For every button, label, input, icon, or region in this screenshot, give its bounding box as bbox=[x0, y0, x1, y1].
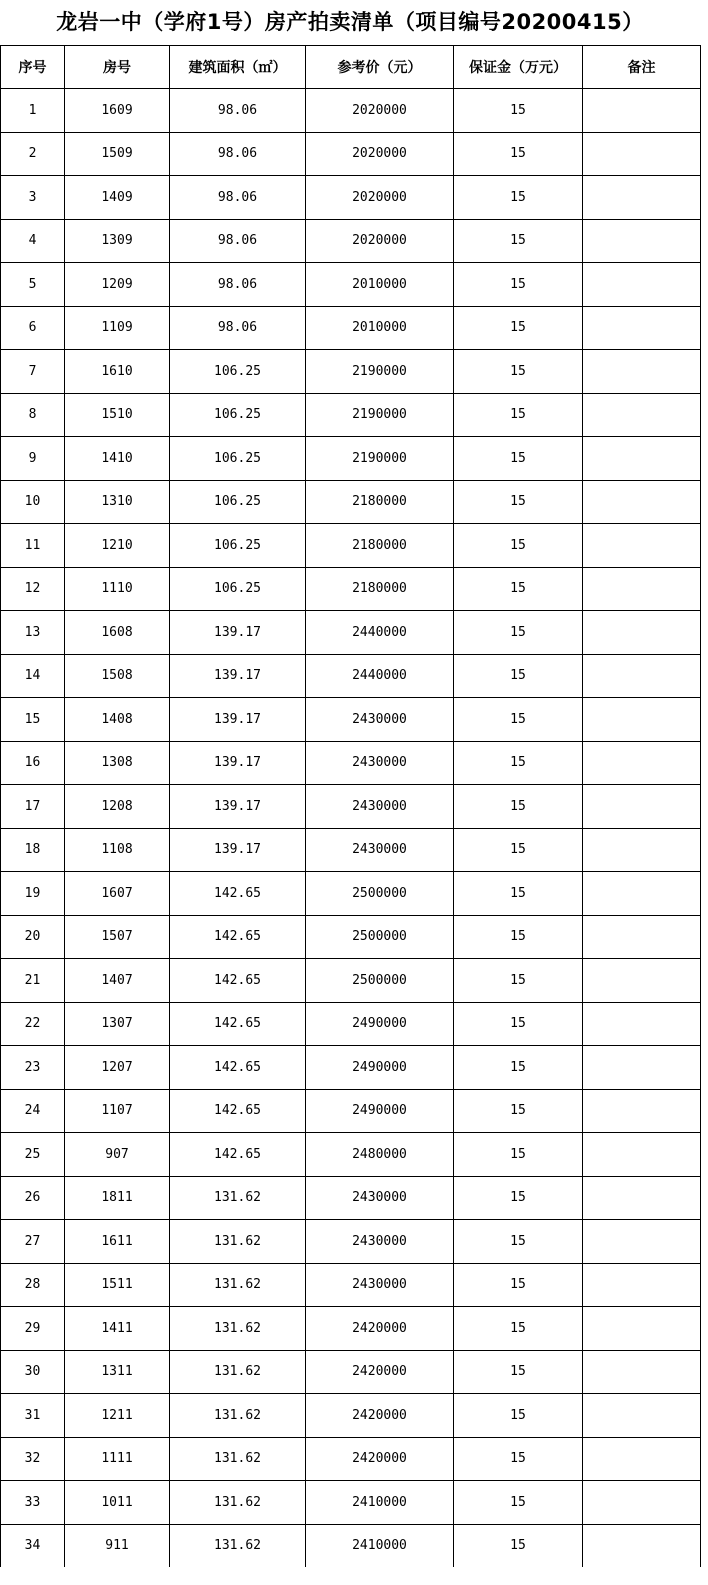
cell-serial: 22 bbox=[1, 1002, 65, 1046]
cell-room-number: 1011 bbox=[65, 1481, 170, 1525]
table-row bbox=[1, 959, 701, 1003]
cell-deposit: 15 bbox=[454, 567, 583, 611]
table-row bbox=[1, 1481, 701, 1525]
cell-room-number: 1207 bbox=[65, 1046, 170, 1090]
header-remarks: 备注 bbox=[583, 46, 701, 89]
cell-deposit: 15 bbox=[454, 915, 583, 959]
cell-remarks bbox=[583, 263, 701, 307]
cell-reference-price: 2020000 bbox=[306, 176, 454, 220]
cell-room-number: 1511 bbox=[65, 1263, 170, 1307]
cell-room-number: 1208 bbox=[65, 785, 170, 829]
table-row bbox=[1, 263, 701, 307]
cell-reference-price: 2020000 bbox=[306, 219, 454, 263]
cell-serial: 29 bbox=[1, 1307, 65, 1351]
cell-remarks bbox=[583, 698, 701, 742]
table-row bbox=[1, 1437, 701, 1481]
table-row bbox=[1, 567, 701, 611]
cell-serial: 2 bbox=[1, 132, 65, 176]
cell-reference-price: 2430000 bbox=[306, 741, 454, 785]
cell-room-number: 1609 bbox=[65, 89, 170, 133]
cell-reference-price: 2440000 bbox=[306, 654, 454, 698]
cell-floor-area: 98.06 bbox=[170, 263, 306, 307]
cell-serial: 12 bbox=[1, 567, 65, 611]
cell-room-number: 1811 bbox=[65, 1176, 170, 1220]
cell-deposit: 15 bbox=[454, 698, 583, 742]
header-row bbox=[1, 46, 701, 89]
table-row bbox=[1, 132, 701, 176]
cell-floor-area: 131.62 bbox=[170, 1176, 306, 1220]
cell-room-number: 1110 bbox=[65, 567, 170, 611]
cell-serial: 18 bbox=[1, 828, 65, 872]
cell-deposit: 15 bbox=[454, 437, 583, 481]
cell-reference-price: 2490000 bbox=[306, 1089, 454, 1133]
cell-deposit: 15 bbox=[454, 611, 583, 655]
cell-deposit: 15 bbox=[454, 263, 583, 307]
cell-room-number: 1508 bbox=[65, 654, 170, 698]
cell-remarks bbox=[583, 1437, 701, 1481]
cell-room-number: 1311 bbox=[65, 1350, 170, 1394]
cell-deposit: 15 bbox=[454, 480, 583, 524]
table-row bbox=[1, 1307, 701, 1351]
cell-reference-price: 2020000 bbox=[306, 132, 454, 176]
table-row bbox=[1, 1350, 701, 1394]
cell-room-number: 1608 bbox=[65, 611, 170, 655]
cell-floor-area: 139.17 bbox=[170, 785, 306, 829]
cell-room-number: 1411 bbox=[65, 1307, 170, 1351]
cell-deposit: 15 bbox=[454, 132, 583, 176]
cell-remarks bbox=[583, 567, 701, 611]
cell-deposit: 15 bbox=[454, 1002, 583, 1046]
cell-floor-area: 98.06 bbox=[170, 132, 306, 176]
cell-remarks bbox=[583, 1350, 701, 1394]
cell-remarks bbox=[583, 1481, 701, 1525]
header-serial: 序号 bbox=[1, 46, 65, 89]
cell-serial: 27 bbox=[1, 1220, 65, 1264]
cell-serial: 13 bbox=[1, 611, 65, 655]
cell-reference-price: 2420000 bbox=[306, 1307, 454, 1351]
table-row bbox=[1, 219, 701, 263]
cell-reference-price: 2180000 bbox=[306, 480, 454, 524]
cell-deposit: 15 bbox=[454, 1046, 583, 1090]
table-row bbox=[1, 176, 701, 220]
cell-floor-area: 139.17 bbox=[170, 654, 306, 698]
cell-reference-price: 2190000 bbox=[306, 350, 454, 394]
cell-reference-price: 2410000 bbox=[306, 1524, 454, 1567]
cell-serial: 19 bbox=[1, 872, 65, 916]
cell-remarks bbox=[583, 437, 701, 481]
cell-floor-area: 139.17 bbox=[170, 741, 306, 785]
cell-room-number: 1309 bbox=[65, 219, 170, 263]
cell-floor-area: 106.25 bbox=[170, 393, 306, 437]
cell-reference-price: 2490000 bbox=[306, 1002, 454, 1046]
cell-floor-area: 139.17 bbox=[170, 698, 306, 742]
cell-remarks bbox=[583, 1524, 701, 1567]
cell-serial: 30 bbox=[1, 1350, 65, 1394]
cell-serial: 20 bbox=[1, 915, 65, 959]
cell-serial: 10 bbox=[1, 480, 65, 524]
cell-serial: 1 bbox=[1, 89, 65, 133]
header-deposit: 保证金（万元） bbox=[454, 46, 583, 89]
cell-room-number: 1407 bbox=[65, 959, 170, 1003]
cell-deposit: 15 bbox=[454, 1350, 583, 1394]
cell-serial: 24 bbox=[1, 1089, 65, 1133]
cell-remarks bbox=[583, 611, 701, 655]
cell-floor-area: 142.65 bbox=[170, 915, 306, 959]
cell-room-number: 1310 bbox=[65, 480, 170, 524]
cell-remarks bbox=[583, 1046, 701, 1090]
cell-floor-area: 131.62 bbox=[170, 1350, 306, 1394]
cell-remarks bbox=[583, 1176, 701, 1220]
cell-floor-area: 142.65 bbox=[170, 872, 306, 916]
table-row bbox=[1, 1394, 701, 1438]
cell-floor-area: 142.65 bbox=[170, 959, 306, 1003]
cell-remarks bbox=[583, 132, 701, 176]
cell-serial: 9 bbox=[1, 437, 65, 481]
cell-deposit: 15 bbox=[454, 1220, 583, 1264]
table-row bbox=[1, 872, 701, 916]
cell-deposit: 15 bbox=[454, 1263, 583, 1307]
header-room-number: 房号 bbox=[65, 46, 170, 89]
cell-remarks bbox=[583, 306, 701, 350]
cell-room-number: 907 bbox=[65, 1133, 170, 1177]
cell-remarks bbox=[583, 1263, 701, 1307]
table-row bbox=[1, 393, 701, 437]
cell-room-number: 1210 bbox=[65, 524, 170, 568]
cell-floor-area: 98.06 bbox=[170, 219, 306, 263]
cell-floor-area: 142.65 bbox=[170, 1046, 306, 1090]
cell-remarks bbox=[583, 915, 701, 959]
cell-room-number: 1410 bbox=[65, 437, 170, 481]
cell-deposit: 15 bbox=[454, 1481, 583, 1525]
cell-serial: 33 bbox=[1, 1481, 65, 1525]
cell-deposit: 15 bbox=[454, 872, 583, 916]
cell-reference-price: 2500000 bbox=[306, 959, 454, 1003]
cell-floor-area: 131.62 bbox=[170, 1220, 306, 1264]
table-row bbox=[1, 1002, 701, 1046]
cell-floor-area: 142.65 bbox=[170, 1089, 306, 1133]
cell-floor-area: 98.06 bbox=[170, 306, 306, 350]
cell-floor-area: 98.06 bbox=[170, 176, 306, 220]
cell-remarks bbox=[583, 176, 701, 220]
cell-floor-area: 139.17 bbox=[170, 828, 306, 872]
cell-room-number: 1209 bbox=[65, 263, 170, 307]
cell-deposit: 15 bbox=[454, 89, 583, 133]
cell-remarks bbox=[583, 524, 701, 568]
cell-reference-price: 2410000 bbox=[306, 1481, 454, 1525]
table-row bbox=[1, 1263, 701, 1307]
cell-reference-price: 2500000 bbox=[306, 872, 454, 916]
cell-deposit: 15 bbox=[454, 1394, 583, 1438]
cell-serial: 31 bbox=[1, 1394, 65, 1438]
cell-room-number: 1507 bbox=[65, 915, 170, 959]
table-row bbox=[1, 1220, 701, 1264]
cell-floor-area: 131.62 bbox=[170, 1394, 306, 1438]
cell-deposit: 15 bbox=[454, 524, 583, 568]
cell-reference-price: 2180000 bbox=[306, 524, 454, 568]
cell-remarks bbox=[583, 785, 701, 829]
cell-reference-price: 2480000 bbox=[306, 1133, 454, 1177]
cell-room-number: 1211 bbox=[65, 1394, 170, 1438]
cell-serial: 6 bbox=[1, 306, 65, 350]
cell-deposit: 15 bbox=[454, 741, 583, 785]
cell-room-number: 1308 bbox=[65, 741, 170, 785]
cell-serial: 25 bbox=[1, 1133, 65, 1177]
cell-deposit: 15 bbox=[454, 306, 583, 350]
cell-floor-area: 142.65 bbox=[170, 1133, 306, 1177]
cell-reference-price: 2190000 bbox=[306, 437, 454, 481]
cell-serial: 3 bbox=[1, 176, 65, 220]
table-row bbox=[1, 480, 701, 524]
cell-remarks bbox=[583, 1220, 701, 1264]
page-title: 龙岩一中（学府1号）房产拍卖清单（项目编号20200415） bbox=[56, 10, 644, 34]
cell-deposit: 15 bbox=[454, 1133, 583, 1177]
cell-reference-price: 2490000 bbox=[306, 1046, 454, 1090]
cell-reference-price: 2430000 bbox=[306, 1176, 454, 1220]
table-row bbox=[1, 1133, 701, 1177]
table-row bbox=[1, 350, 701, 394]
table-row bbox=[1, 741, 701, 785]
cell-floor-area: 131.62 bbox=[170, 1437, 306, 1481]
cell-deposit: 15 bbox=[454, 1089, 583, 1133]
table-row bbox=[1, 1046, 701, 1090]
auction-table bbox=[0, 45, 701, 1567]
cell-remarks bbox=[583, 1002, 701, 1046]
cell-room-number: 1509 bbox=[65, 132, 170, 176]
cell-deposit: 15 bbox=[454, 654, 583, 698]
cell-remarks bbox=[583, 1394, 701, 1438]
cell-floor-area: 106.25 bbox=[170, 567, 306, 611]
cell-reference-price: 2420000 bbox=[306, 1394, 454, 1438]
cell-floor-area: 131.62 bbox=[170, 1307, 306, 1351]
cell-serial: 28 bbox=[1, 1263, 65, 1307]
cell-room-number: 1107 bbox=[65, 1089, 170, 1133]
cell-serial: 11 bbox=[1, 524, 65, 568]
cell-room-number: 1408 bbox=[65, 698, 170, 742]
cell-reference-price: 2010000 bbox=[306, 263, 454, 307]
cell-deposit: 15 bbox=[454, 219, 583, 263]
cell-reference-price: 2430000 bbox=[306, 828, 454, 872]
cell-floor-area: 98.06 bbox=[170, 89, 306, 133]
cell-room-number: 1307 bbox=[65, 1002, 170, 1046]
cell-serial: 17 bbox=[1, 785, 65, 829]
cell-room-number: 1611 bbox=[65, 1220, 170, 1264]
table-row bbox=[1, 524, 701, 568]
cell-reference-price: 2180000 bbox=[306, 567, 454, 611]
cell-remarks bbox=[583, 480, 701, 524]
cell-floor-area: 106.25 bbox=[170, 524, 306, 568]
table-body bbox=[1, 89, 701, 1568]
cell-serial: 21 bbox=[1, 959, 65, 1003]
table-row bbox=[1, 1176, 701, 1220]
cell-serial: 7 bbox=[1, 350, 65, 394]
cell-reference-price: 2440000 bbox=[306, 611, 454, 655]
cell-room-number: 911 bbox=[65, 1524, 170, 1567]
cell-deposit: 15 bbox=[454, 1524, 583, 1567]
table-row bbox=[1, 611, 701, 655]
table-row bbox=[1, 1089, 701, 1133]
cell-deposit: 15 bbox=[454, 1437, 583, 1481]
cell-room-number: 1109 bbox=[65, 306, 170, 350]
cell-deposit: 15 bbox=[454, 1176, 583, 1220]
cell-floor-area: 106.25 bbox=[170, 437, 306, 481]
table-row bbox=[1, 698, 701, 742]
cell-remarks bbox=[583, 828, 701, 872]
cell-deposit: 15 bbox=[454, 828, 583, 872]
cell-serial: 26 bbox=[1, 1176, 65, 1220]
cell-floor-area: 106.25 bbox=[170, 350, 306, 394]
cell-serial: 32 bbox=[1, 1437, 65, 1481]
cell-room-number: 1607 bbox=[65, 872, 170, 916]
cell-room-number: 1111 bbox=[65, 1437, 170, 1481]
cell-remarks bbox=[583, 1307, 701, 1351]
cell-reference-price: 2420000 bbox=[306, 1350, 454, 1394]
cell-serial: 14 bbox=[1, 654, 65, 698]
cell-remarks bbox=[583, 393, 701, 437]
cell-remarks bbox=[583, 654, 701, 698]
cell-room-number: 1108 bbox=[65, 828, 170, 872]
cell-remarks bbox=[583, 1133, 701, 1177]
cell-floor-area: 131.62 bbox=[170, 1263, 306, 1307]
table-row bbox=[1, 654, 701, 698]
cell-remarks bbox=[583, 741, 701, 785]
cell-remarks bbox=[583, 872, 701, 916]
cell-room-number: 1409 bbox=[65, 176, 170, 220]
table-row bbox=[1, 437, 701, 481]
cell-room-number: 1610 bbox=[65, 350, 170, 394]
table-row bbox=[1, 1524, 701, 1567]
table-row bbox=[1, 785, 701, 829]
cell-remarks bbox=[583, 1089, 701, 1133]
cell-reference-price: 2430000 bbox=[306, 1220, 454, 1264]
cell-reference-price: 2500000 bbox=[306, 915, 454, 959]
table-row bbox=[1, 915, 701, 959]
cell-floor-area: 106.25 bbox=[170, 480, 306, 524]
cell-reference-price: 2430000 bbox=[306, 698, 454, 742]
cell-reference-price: 2420000 bbox=[306, 1437, 454, 1481]
cell-serial: 16 bbox=[1, 741, 65, 785]
cell-remarks bbox=[583, 89, 701, 133]
cell-floor-area: 131.62 bbox=[170, 1524, 306, 1567]
cell-deposit: 15 bbox=[454, 1307, 583, 1351]
header-reference-price: 参考价（元） bbox=[306, 46, 454, 89]
cell-serial: 5 bbox=[1, 263, 65, 307]
cell-deposit: 15 bbox=[454, 959, 583, 1003]
cell-deposit: 15 bbox=[454, 393, 583, 437]
header-floor-area: 建筑面积（㎡） bbox=[170, 46, 306, 89]
cell-remarks bbox=[583, 350, 701, 394]
cell-serial: 15 bbox=[1, 698, 65, 742]
table-row bbox=[1, 306, 701, 350]
cell-remarks bbox=[583, 959, 701, 1003]
cell-serial: 4 bbox=[1, 219, 65, 263]
cell-floor-area: 139.17 bbox=[170, 611, 306, 655]
cell-reference-price: 2430000 bbox=[306, 1263, 454, 1307]
cell-reference-price: 2430000 bbox=[306, 785, 454, 829]
cell-floor-area: 131.62 bbox=[170, 1481, 306, 1525]
cell-room-number: 1510 bbox=[65, 393, 170, 437]
cell-floor-area: 142.65 bbox=[170, 1002, 306, 1046]
table-row bbox=[1, 828, 701, 872]
table-row bbox=[1, 89, 701, 133]
cell-reference-price: 2020000 bbox=[306, 89, 454, 133]
cell-serial: 8 bbox=[1, 393, 65, 437]
cell-deposit: 15 bbox=[454, 350, 583, 394]
cell-serial: 34 bbox=[1, 1524, 65, 1567]
cell-remarks bbox=[583, 219, 701, 263]
cell-deposit: 15 bbox=[454, 785, 583, 829]
cell-deposit: 15 bbox=[454, 176, 583, 220]
cell-reference-price: 2010000 bbox=[306, 306, 454, 350]
cell-reference-price: 2190000 bbox=[306, 393, 454, 437]
cell-serial: 23 bbox=[1, 1046, 65, 1090]
